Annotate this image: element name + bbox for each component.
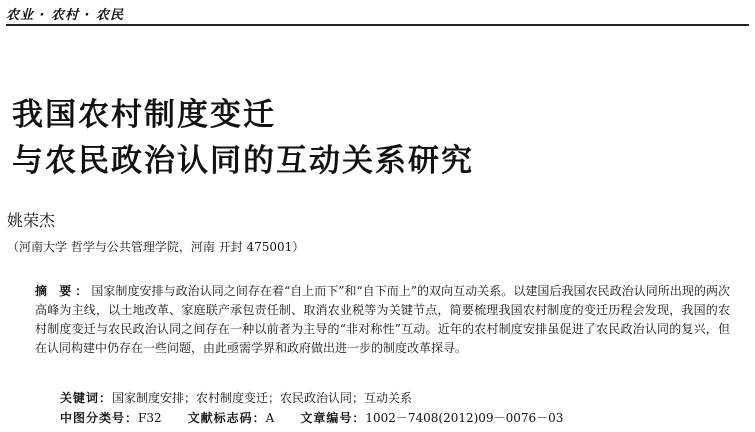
abstract-text: 国家制度安排与政治认同之间存在着“自上而下”和“自下而上”的双向互动关系。以建国后我国农民政治认同所出现的两次高峰为主线，以土地改革、家庭联产承包责任制、取消农业税等为关键节点，简要梳理我国农村制度的变迁历程会发现，我国的农村制度变迁与农民政治认同之间存在一种以前者为主导的“非对称性”互动。近年的农村制度安排虽促进了农民政治认同的复兴，但在认同构建中仍存在一些问题，由此亟需学界和政府做出进一步的制度改革探寻。 xyxy=(35,284,730,355)
clc-value: F32 xyxy=(138,411,162,425)
journal-header xyxy=(6,4,749,26)
keywords-label: 关键词： xyxy=(60,391,113,405)
clc-label: 中图分类号： xyxy=(60,411,139,425)
article-title xyxy=(12,92,474,184)
doc-code-value: A xyxy=(265,411,275,425)
abstract-label: 摘 要： xyxy=(35,284,92,298)
abstract xyxy=(35,282,730,358)
title-line-1: 我国农村制度变迁 xyxy=(12,97,276,133)
keywords-row xyxy=(60,389,412,406)
title-line-2: 与农民政治认同的互动关系研究 xyxy=(12,143,474,179)
doc-code-label: 文献标志码： xyxy=(187,411,266,425)
classification-row xyxy=(60,409,563,426)
author-name: 姚荣杰 xyxy=(7,211,56,230)
article-no-value: 1002－7408(2012)09－0076－03 xyxy=(365,411,564,425)
author-affiliation: （河南大学 哲学与公共管理学院，河南 开封 475001） xyxy=(7,240,305,254)
section-tag: 农业 · 农村 · 农民 xyxy=(6,8,124,23)
keywords-text: 国家制度安排；农村制度变迁；农民政治认同；互动关系 xyxy=(112,391,413,405)
article-no-label: 文章编号： xyxy=(300,411,366,425)
header-rule xyxy=(6,24,749,26)
